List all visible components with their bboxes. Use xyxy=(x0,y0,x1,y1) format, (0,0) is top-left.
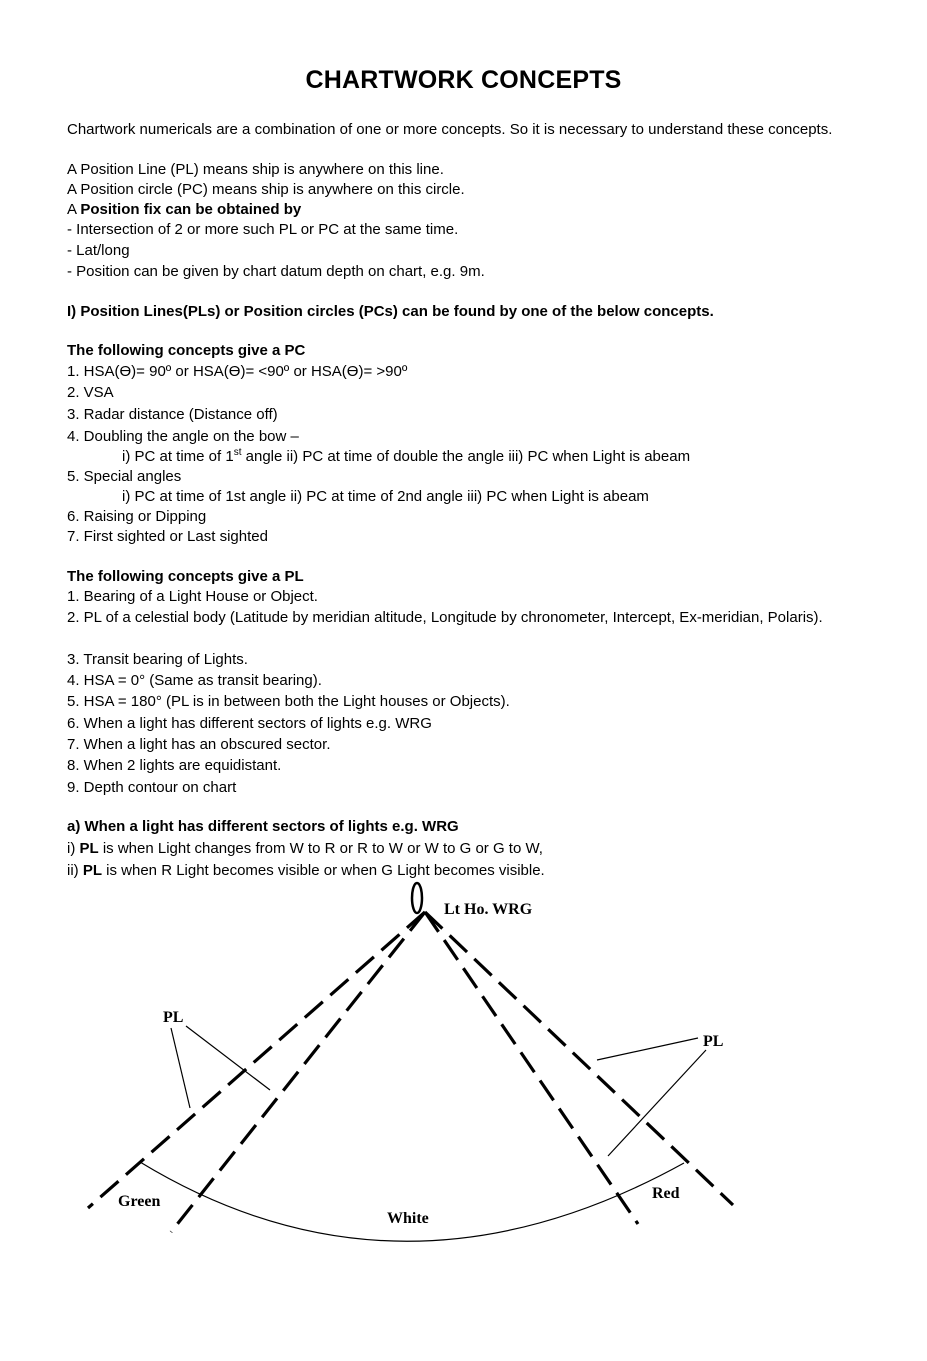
pl-heading: The following concepts give a PL xyxy=(67,568,304,585)
lighthouse-symbol xyxy=(412,883,422,913)
fix-heading xyxy=(67,200,867,220)
sector-line xyxy=(67,861,867,881)
sector-line-prefix: ii) xyxy=(67,862,83,879)
lighthouse-label: Lt Ho. WRG xyxy=(444,901,533,918)
sector-line-prefix: i) xyxy=(67,840,80,857)
pl-definition: A Position Line (PL) means ship is anywhere on this line. xyxy=(67,161,444,178)
fix-item: - Intersection of 2 or more such PL or PC at the same time. xyxy=(67,221,459,238)
pc-item: 6. Raising or Dipping xyxy=(67,508,207,525)
green-sector-label: Green xyxy=(118,1193,161,1210)
pl-item: 1. Bearing of a Light House or Object. xyxy=(67,588,318,605)
sector-line-bold: PL xyxy=(79,840,99,857)
pc-item: 3. Radar distance (Distance off) xyxy=(67,406,278,423)
sector-line-text: is when Light changes from W to R or R to W or W to G or G to W, xyxy=(98,840,543,857)
section-heading: I) Position Lines(PLs) or Position circles (PCs) can be found by one of the below concepts. xyxy=(67,303,714,320)
pl-label-right: PL xyxy=(703,1033,724,1050)
pl-item: 4. HSA = 0° (Same as transit bearing). xyxy=(67,672,322,689)
pl-label-left: PL xyxy=(163,1009,184,1026)
pl-item: 5. HSA = 180° (PL is in between both the Light houses or Objects). xyxy=(67,693,510,710)
red-sector-label: Red xyxy=(652,1185,680,1202)
superscript: st xyxy=(233,447,242,458)
pc-subitem-part: angle ii) PC at time of double the angle iii) PC when Light is abeam xyxy=(241,448,691,465)
pc-subitem: i) PC at time of 1st angle ii) PC at time of 2nd angle iii) PC when Light is abeam xyxy=(122,488,649,505)
pc-subitem xyxy=(122,447,922,467)
pc-item: 4. Doubling the angle on the bow – xyxy=(67,428,299,445)
sector-line-inner-right xyxy=(425,912,638,1224)
fix-item: - Lat/long xyxy=(67,242,130,259)
pc-definition: A Position circle (PC) means ship is anywhere on this circle. xyxy=(67,181,465,198)
pl-leader-right-2 xyxy=(608,1050,706,1156)
pl-item: 7. When a light has an obscured sector. xyxy=(67,736,331,753)
fix-item: - Position can be given by chart datum depth on chart, e.g. 9m. xyxy=(67,263,485,280)
fix-bold: Position fix can be obtained by xyxy=(80,201,302,218)
sector-line-bold: PL xyxy=(82,862,102,879)
page-title: CHARTWORK CONCEPTS xyxy=(305,66,622,94)
sector-line-text: is when R Light becomes visible or when G Light becomes visible. xyxy=(102,862,545,879)
sector-line xyxy=(67,839,867,859)
pl-item: 8. When 2 lights are equidistant. xyxy=(67,757,282,774)
sector-heading: a) When a light has different sectors of lights e.g. WRG xyxy=(67,818,459,835)
pl-item: 9. Depth contour on chart xyxy=(67,779,237,796)
pc-subitem-part: i) PC at time of 1 xyxy=(122,448,234,465)
white-sector-label: White xyxy=(387,1210,429,1227)
pc-item: 5. Special angles xyxy=(67,468,182,485)
fix-prefix: A xyxy=(67,201,81,218)
pc-item: 7. First sighted or Last sighted xyxy=(67,528,268,545)
pl-item: 2. PL of a celestial body (Latitude by meridian altitude, Longitude by chronometer, Intercept, Ex-meridian, Polaris). xyxy=(67,609,823,626)
pl-item: 3. Transit bearing of Lights. xyxy=(67,651,248,668)
pc-heading: The following concepts give a PC xyxy=(67,342,306,359)
sector-light-diagram xyxy=(0,880,927,1260)
sector-line-outer-left xyxy=(88,912,425,1208)
intro-paragraph: Chartwork numericals are a combination of one or more concepts. So it is necessary to understand these concepts. xyxy=(67,121,833,138)
pl-leader-left-1 xyxy=(171,1028,190,1108)
pc-item: 1. HSA(ϴ)= 90º or HSA(ϴ)= <90º or HSA(ϴ)= >90º xyxy=(67,363,408,380)
pl-leader-right-1 xyxy=(597,1038,698,1060)
pc-item: 2. VSA xyxy=(67,384,114,401)
pl-item: 6. When a light has different sectors of lights e.g. WRG xyxy=(67,715,432,732)
sector-line-inner-left xyxy=(171,912,425,1232)
sector-line-outer-right xyxy=(425,912,733,1205)
